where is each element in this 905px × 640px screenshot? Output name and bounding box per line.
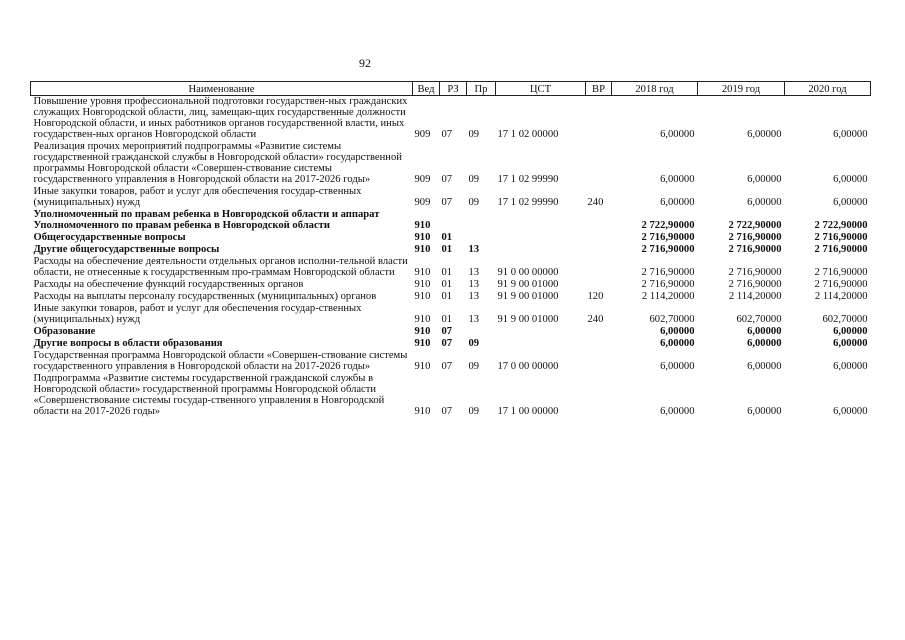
row-2020: 6,00000 (833, 338, 868, 349)
row-rz: 07 (441, 174, 453, 185)
row-pr: 09 (468, 197, 480, 208)
header-cst: ЦСТ (496, 82, 586, 96)
row-cst: 91 9 00 01000 (497, 291, 559, 302)
row-2018: 2 114,20000 (641, 291, 695, 302)
row-2019: 6,00000 (747, 129, 782, 140)
row-2020: 2 722,90000 (814, 220, 868, 231)
row-ved: 910 (414, 326, 431, 337)
row-name: Повышение уровня профессиональной подготовки государствен-ных гражданских служащих Новгородской области, лиц, замещаю-щих государственные должности Новгородской области, и иных работников органов государственной власти, иных государствен-ных органов Новгородской области (33, 96, 408, 140)
row-pr (467, 232, 496, 244)
row-2020: 602,70000 (822, 314, 868, 325)
row-rz (440, 209, 467, 232)
row-2019: 2 716,90000 (728, 244, 782, 255)
row-vr (586, 256, 612, 279)
table-row (31, 303, 871, 326)
row-2018: 2 716,90000 (641, 267, 695, 278)
row-ved: 910 (414, 244, 431, 255)
row-name: Иные закупки товаров, работ и услуг для обеспечения государ-ственных (муниципальных) нужд (33, 186, 362, 208)
row-2018: 6,00000 (660, 338, 695, 349)
row-vr (586, 373, 612, 418)
header-rz: РЗ (440, 82, 467, 96)
budget-table (30, 81, 871, 418)
table-row (31, 338, 871, 350)
row-name: Реализация прочих мероприятий подпрограммы «Развитие системы государственной гражданской службы в Новгородской области» государственной программы Новгородской области «Совершен-ствование системы государственного управления в Новгородской области на 2017-2026 годы» (33, 141, 402, 185)
row-name: Расходы на выплаты персоналу государственных (муниципальных) органов (33, 291, 377, 302)
row-2019: 6,00000 (747, 197, 782, 208)
table-row (31, 256, 871, 279)
row-vr (586, 244, 612, 256)
row-2020: 2 716,90000 (814, 279, 868, 290)
row-2019: 6,00000 (747, 406, 782, 417)
row-name: Подпрограмма «Развитие системы государственной гражданской службы в Новгородской области» государственной программы Новгородской области «Совершенствование системы государ-ственного управления в Новгородской области на 2017-2026 годы» (33, 373, 385, 417)
row-2018: 602,70000 (649, 314, 695, 325)
row-2018: 6,00000 (660, 174, 695, 185)
row-2020: 2 716,90000 (814, 267, 868, 278)
row-cst (496, 338, 586, 350)
row-ved: 910 (414, 361, 431, 372)
header-pr: Пр (467, 82, 496, 96)
header-2020: 2020 год (785, 82, 871, 96)
row-cst: 91 9 00 01000 (497, 279, 559, 290)
row-vr (586, 209, 612, 232)
row-vr: 240 (587, 314, 604, 325)
row-name: Другие вопросы в области образования (33, 338, 223, 349)
row-rz: 07 (441, 361, 453, 372)
row-pr (467, 326, 496, 338)
row-pr: 13 (468, 244, 480, 255)
row-vr (586, 326, 612, 338)
row-ved: 909 (414, 197, 431, 208)
header-row (31, 82, 871, 96)
row-vr (586, 96, 612, 142)
row-name: Расходы на обеспечение функций государственных органов (33, 279, 304, 290)
row-ved: 910 (414, 406, 431, 417)
row-2019: 2 114,20000 (728, 291, 782, 302)
row-ved: 910 (414, 279, 431, 290)
row-vr: 240 (587, 197, 604, 208)
row-2020: 2 114,20000 (814, 291, 868, 302)
row-2019: 6,00000 (747, 174, 782, 185)
row-2018: 2 716,90000 (641, 279, 695, 290)
row-2019: 2 716,90000 (728, 279, 782, 290)
header-ved: Вед (413, 82, 440, 96)
row-rz: 01 (441, 291, 453, 302)
row-vr (586, 338, 612, 350)
row-2020: 6,00000 (833, 174, 868, 185)
row-ved: 910 (414, 291, 431, 302)
table-row (31, 279, 871, 291)
row-pr (467, 209, 496, 232)
header-name: Наименование (31, 82, 413, 96)
row-name: Расходы на обеспечение деятельности отдельных органов исполни-тельной власти области, не отнесенные к государственным про-граммам Новгородской области (33, 256, 408, 278)
row-vr: 120 (587, 291, 604, 302)
row-ved: 910 (414, 220, 431, 231)
row-ved: 909 (414, 129, 431, 140)
row-rz: 07 (441, 406, 453, 417)
row-cst (496, 232, 586, 244)
row-2020: 6,00000 (833, 361, 868, 372)
row-name: Общегосударственные вопросы (33, 232, 186, 243)
row-pr: 13 (468, 279, 480, 290)
row-2019: 2 716,90000 (728, 267, 782, 278)
row-pr: 09 (468, 338, 480, 349)
row-rz: 07 (441, 338, 453, 349)
row-2018: 2 716,90000 (641, 232, 695, 243)
row-2018: 6,00000 (660, 406, 695, 417)
row-rz: 01 (441, 279, 453, 290)
row-cst (496, 244, 586, 256)
row-2018: 2 716,90000 (641, 244, 695, 255)
row-2018: 6,00000 (660, 326, 695, 337)
row-pr: 13 (468, 267, 480, 278)
header-2019: 2019 год (698, 82, 785, 96)
row-cst: 17 0 00 00000 (497, 361, 559, 372)
table-row (31, 291, 871, 303)
row-name: Иные закупки товаров, работ и услуг для обеспечения государ-ственных (муниципальных) нужд (33, 303, 362, 325)
table-row (31, 141, 871, 186)
row-2020: 2 716,90000 (814, 232, 868, 243)
row-2019: 6,00000 (747, 326, 782, 337)
row-vr (586, 232, 612, 244)
row-2018: 6,00000 (660, 129, 695, 140)
row-name: Другие общегосударственные вопросы (33, 244, 220, 255)
row-pr: 09 (468, 406, 480, 417)
row-pr: 13 (468, 291, 480, 302)
row-cst: 17 1 02 99990 (497, 197, 559, 208)
row-cst (496, 326, 586, 338)
row-2019: 6,00000 (747, 361, 782, 372)
row-vr (586, 279, 612, 291)
page-number: 92 (359, 56, 371, 70)
row-name: Государственная программа Новгородской области «Совершен-ствование системы государственного управления в Новгородской области на 2017-2026 годы» (33, 350, 408, 372)
row-pr: 09 (468, 361, 480, 372)
row-cst: 17 1 00 00000 (497, 406, 559, 417)
row-2019: 602,70000 (736, 314, 782, 325)
table-row (31, 209, 871, 232)
row-rz: 07 (441, 326, 453, 337)
header-2018: 2018 год (612, 82, 698, 96)
row-2020: 6,00000 (833, 406, 868, 417)
row-rz: 01 (441, 232, 453, 243)
row-cst: 17 1 02 00000 (497, 129, 559, 140)
table-row (31, 96, 871, 142)
row-name: Уполномоченный по правам ребенка в Новгородской области и аппарат Уполномоченного по правам ребенка в Новгородской области (33, 209, 380, 231)
table-row (31, 232, 871, 244)
row-2019: 2 722,90000 (728, 220, 782, 231)
row-cst: 91 9 00 01000 (497, 314, 559, 325)
row-ved: 910 (414, 314, 431, 325)
row-pr: 09 (468, 174, 480, 185)
row-cst: 17 1 02 99990 (497, 174, 559, 185)
row-rz: 07 (441, 129, 453, 140)
row-rz: 01 (441, 244, 453, 255)
table-row (31, 350, 871, 373)
table-row (31, 186, 871, 209)
table-row (31, 373, 871, 418)
row-2019: 6,00000 (747, 338, 782, 349)
row-vr (586, 141, 612, 186)
row-2018: 2 722,90000 (641, 220, 695, 231)
row-ved: 910 (414, 267, 431, 278)
row-2020: 2 716,90000 (814, 244, 868, 255)
row-rz: 01 (441, 267, 453, 278)
row-ved: 910 (414, 338, 431, 349)
row-2020: 6,00000 (833, 326, 868, 337)
table-row (31, 326, 871, 338)
table-row (31, 244, 871, 256)
row-2019: 2 716,90000 (728, 232, 782, 243)
row-ved: 909 (414, 174, 431, 185)
row-2018: 6,00000 (660, 361, 695, 372)
row-rz: 01 (441, 314, 453, 325)
row-2020: 6,00000 (833, 197, 868, 208)
row-vr (586, 350, 612, 373)
row-pr: 09 (468, 129, 480, 140)
row-rz: 07 (441, 197, 453, 208)
row-ved: 910 (414, 232, 431, 243)
row-pr: 13 (468, 314, 480, 325)
row-name: Образование (33, 326, 96, 337)
header-vr: ВР (586, 82, 612, 96)
row-2018: 6,00000 (660, 197, 695, 208)
row-2020: 6,00000 (833, 129, 868, 140)
row-cst: 91 0 00 00000 (497, 267, 559, 278)
row-cst (496, 209, 586, 232)
